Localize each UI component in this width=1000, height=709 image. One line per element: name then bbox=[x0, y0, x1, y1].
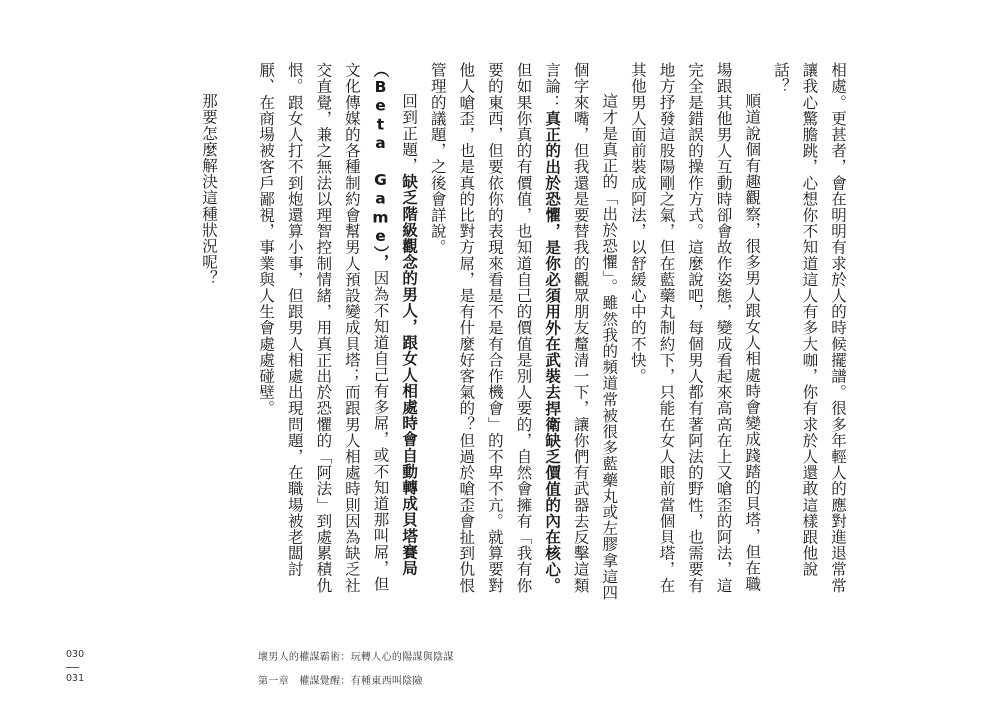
paragraph-4 bbox=[252, 62, 424, 602]
page-number-left: 030 bbox=[66, 649, 85, 660]
page-footer bbox=[0, 640, 1000, 700]
bold-text-run: 缺乏階級觀念的男人，跟女人相處時會自動轉成貝塔賽局（Beta Game）， bbox=[371, 62, 419, 576]
folio-divider bbox=[66, 667, 79, 668]
paragraph-2 bbox=[623, 62, 766, 602]
text-run: 因為不知道自己有多屌，或不知道那叫屌，但文化傳媒的各種制約會幫男人預設變成貝塔；而跟男人相處時則因為缺乏社交直覺，兼之無法以理智控制情緒，用真正出於恐懼的「阿法」到處累積仇恨。跟女人打不到炮還算小事，但跟男人相處出現問題，在職場被老闆討厭、在商場被客戶鄙視，事業與人生會處處碰壁。 bbox=[257, 62, 390, 594]
text-run: 但如果你真的有價值，也知道自己的價值是別人要的，自然會擁有「我有你要的東西，但要依你的表現來看是不是有合作機會」的不卑不亢。就算要對他人嗆歪，也是真的比對方屌，是有什麼好客氣的？但過於嗆歪會扯到仇恨管理的議題，之後會詳說。 bbox=[428, 62, 533, 594]
running-head-book-title: 壞男人的權謀霸術：玩轉人心的陽謀與陰謀 bbox=[258, 652, 454, 663]
paragraph-5 bbox=[194, 62, 223, 602]
text-run: 回到正題， bbox=[400, 93, 419, 174]
text-line: 相處。更甚者，會在明明有求於人的時候擺譜。很多年輕人的應對進退常常讓我心驚膽跳， bbox=[800, 62, 847, 594]
running-head-chapter: 第一章 權謀覺醒：有種東西叫陰險 bbox=[258, 676, 423, 687]
text-run: 這才是真正的「出於恐懼」。雖然我的頻道常被很多藍藥丸或左膠拿這四個字來嘴，但我還是要替我的觀眾朋友釐清一下，讓你們有武器去反擊這類言論： bbox=[543, 62, 619, 601]
paragraph-3 bbox=[423, 62, 623, 602]
text-line: 心想你不知道這人有多大咖，你有求於人還敢這樣跟他說話？ bbox=[771, 62, 819, 578]
page-number-right: 031 bbox=[66, 673, 85, 684]
text-run: 那要怎麼解決這種狀況呢？ bbox=[199, 93, 218, 287]
vertical-body-text bbox=[152, 62, 852, 602]
bold-text-run: 真正的出於恐懼，是你必須用外在武裝去捍衛缺乏價值的內在核心。 bbox=[543, 110, 562, 594]
text-run: 順道說個有趣觀察，很多男人跟女人相處時會變成踐踏的貝塔，但在職場跟其他男人互動時卻會故作姿態，變成看起來高高在上又嗆歪的阿法，這完全是錯誤的操作方式。這麼說吧，每個男人都有著阿法的野性，也需要有地方抒發這股陽剛之氣，但在藍藥丸制約下，只能在女人眼前當個貝塔，在其他男人面前裝成阿法，以舒緩心中的不快。 bbox=[628, 62, 762, 594]
paragraph-1 bbox=[766, 62, 852, 602]
